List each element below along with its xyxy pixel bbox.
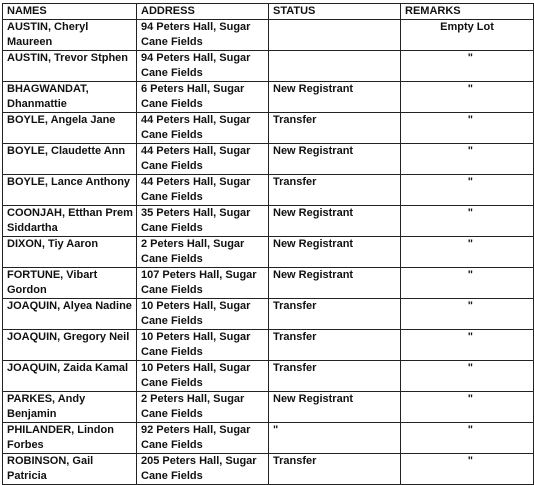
cell-status: " (269, 423, 401, 454)
table-row (3, 175, 534, 206)
table-row (3, 51, 534, 82)
table-row (3, 268, 534, 299)
cell-remarks: " (401, 51, 534, 82)
cell-address: 35 Peters Hall, Sugar Cane Fields (137, 206, 269, 237)
cell-name: BOYLE, Lance Anthony (3, 175, 137, 206)
cell-status: New Registrant (269, 206, 401, 237)
table-row (3, 361, 534, 392)
cell-status: New Registrant (269, 144, 401, 175)
cell-name: JOAQUIN, Zaida Kamal (3, 361, 137, 392)
cell-remarks: " (401, 206, 534, 237)
table-row (3, 392, 534, 423)
cell-status: Transfer (269, 361, 401, 392)
cell-remarks: " (401, 454, 534, 485)
registrant-list-page (2, 3, 533, 482)
cell-name: JOAQUIN, Alyea Nadine (3, 299, 137, 330)
registrant-table (2, 3, 534, 485)
cell-name: AUSTIN, Trevor Stphen (3, 51, 137, 82)
cell-address: 92 Peters Hall, Sugar Cane Fields (137, 423, 269, 454)
table-body (3, 20, 534, 485)
cell-address: 44 Peters Hall, Sugar Cane Fields (137, 175, 269, 206)
cell-address: 2 Peters Hall, Sugar Cane Fields (137, 237, 269, 268)
cell-remarks: " (401, 299, 534, 330)
table-row (3, 330, 534, 361)
cell-address: 6 Peters Hall, Sugar Cane Fields (137, 82, 269, 113)
cell-status: New Registrant (269, 392, 401, 423)
table-row (3, 20, 534, 51)
cell-remarks: Empty Lot (401, 20, 534, 51)
cell-status: New Registrant (269, 82, 401, 113)
cell-address: 205 Peters Hall, Sugar Cane Fields (137, 454, 269, 485)
header-status: STATUS (269, 4, 401, 20)
cell-name: ROBINSON, Gail Patricia (3, 454, 137, 485)
cell-address: 94 Peters Hall, Sugar Cane Fields (137, 20, 269, 51)
cell-status: New Registrant (269, 237, 401, 268)
cell-remarks: " (401, 268, 534, 299)
cell-name: PHILANDER, Lindon Forbes (3, 423, 137, 454)
cell-name: AUSTIN, Cheryl Maureen (3, 20, 137, 51)
table-header (3, 4, 534, 20)
cell-remarks: " (401, 423, 534, 454)
cell-status: Transfer (269, 175, 401, 206)
table-row (3, 299, 534, 330)
cell-status: Transfer (269, 330, 401, 361)
cell-name: COONJAH, Etthan Prem Siddartha (3, 206, 137, 237)
table-row (3, 144, 534, 175)
cell-name: FORTUNE, Vibart Gordon (3, 268, 137, 299)
cell-name: BOYLE, Angela Jane (3, 113, 137, 144)
cell-status: Transfer (269, 454, 401, 485)
header-names: NAMES (3, 4, 137, 20)
cell-remarks: " (401, 113, 534, 144)
cell-address: 10 Peters Hall, Sugar Cane Fields (137, 299, 269, 330)
cell-address: 10 Peters Hall, Sugar Cane Fields (137, 330, 269, 361)
table-row (3, 423, 534, 454)
table-row (3, 82, 534, 113)
header-remarks: REMARKS (401, 4, 534, 20)
cell-remarks: " (401, 144, 534, 175)
cell-address: 94 Peters Hall, Sugar Cane Fields (137, 51, 269, 82)
cell-remarks: " (401, 392, 534, 423)
table-row (3, 454, 534, 485)
cell-address: 10 Peters Hall, Sugar Cane Fields (137, 361, 269, 392)
cell-address: 44 Peters Hall, Sugar Cane Fields (137, 113, 269, 144)
table-row (3, 237, 534, 268)
cell-remarks: " (401, 330, 534, 361)
cell-address: 2 Peters Hall, Sugar Cane Fields (137, 392, 269, 423)
table-row (3, 113, 534, 144)
header-row (3, 4, 534, 20)
cell-remarks: " (401, 175, 534, 206)
cell-status: Transfer (269, 299, 401, 330)
cell-status (269, 51, 401, 82)
cell-status: Transfer (269, 113, 401, 144)
cell-name: DIXON, Tiy Aaron (3, 237, 137, 268)
cell-status (269, 20, 401, 51)
table-row (3, 206, 534, 237)
cell-remarks: " (401, 82, 534, 113)
cell-name: BOYLE, Claudette Ann (3, 144, 137, 175)
cell-remarks: " (401, 237, 534, 268)
cell-address: 44 Peters Hall, Sugar Cane Fields (137, 144, 269, 175)
cell-name: JOAQUIN, Gregory Neil (3, 330, 137, 361)
cell-address: 107 Peters Hall, Sugar Cane Fields (137, 268, 269, 299)
cell-remarks: " (401, 361, 534, 392)
cell-name: BHAGWANDAT, Dhanmattie (3, 82, 137, 113)
cell-status: New Registrant (269, 268, 401, 299)
cell-name: PARKES, Andy Benjamin (3, 392, 137, 423)
header-address: ADDRESS (137, 4, 269, 20)
